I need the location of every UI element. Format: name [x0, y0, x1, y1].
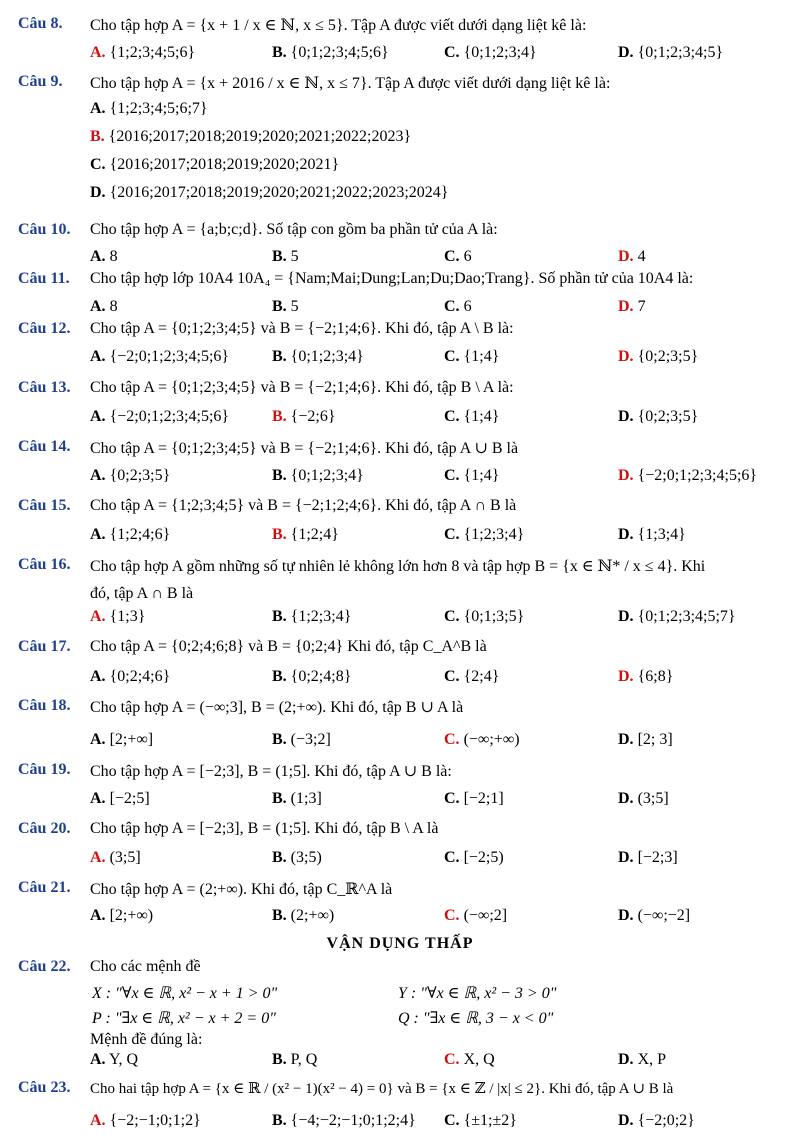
option-a[interactable]	[90, 907, 153, 925]
proposition-p: P : "∃x ∈ ℝ, x² − x + 2 = 0"	[92, 1010, 276, 1027]
option-value: {1;2;3;4}	[463, 526, 525, 543]
question-text: Cho tập A = {0;1;2;3;4;5} và B = {−2;1;4;6}. Khi đó, tập A ∪ B là	[90, 440, 519, 457]
option-letter: A.	[90, 348, 106, 365]
option-letter: A.	[90, 1051, 106, 1068]
option-value: (1;3]	[290, 790, 322, 807]
question-label: Câu 9.	[18, 73, 63, 90]
option-value: {0;2;3;5}	[637, 408, 699, 425]
option-letter: A.	[90, 298, 106, 315]
option-b[interactable]	[90, 128, 411, 146]
option-letter: B.	[272, 1112, 287, 1129]
option-letter: C.	[444, 1112, 460, 1129]
question-text: Cho các mệnh đề	[90, 958, 201, 975]
question-label: Câu 22.	[18, 958, 71, 975]
option-letter: D.	[618, 408, 634, 425]
question-text: Cho tập A = {1;2;3;4;5} và B = {−2;1;2;4;6}. Khi đó, tập A ∩ B là	[90, 497, 517, 514]
question-label: Câu 16.	[18, 556, 71, 573]
question-text: Cho hai tập hợp A = {x ∈ ℝ / (x² − 1)(x² − 4) = 0} và B = {x ∈ ℤ / |x| ≤ 2}. Khi đó, tập A ∪ B là	[90, 1081, 674, 1097]
option-value: 5	[290, 298, 299, 315]
question-label: Câu 13.	[18, 379, 71, 396]
option-a[interactable]	[90, 100, 208, 118]
option-letter: A.	[90, 467, 106, 484]
option-d[interactable]	[618, 408, 698, 426]
option-d[interactable]	[618, 1051, 666, 1069]
option-letter: B.	[272, 608, 287, 625]
options-row	[90, 348, 790, 368]
option-value: 8	[109, 298, 118, 315]
option-letter: D.	[618, 248, 634, 265]
option-value: (3;5]	[637, 790, 669, 807]
option-value: {0;1;2;3;4;5;7}	[637, 608, 736, 625]
option-letter: D.	[618, 668, 634, 685]
option-letter: B.	[272, 44, 287, 61]
option-value: (2;+∞)	[290, 907, 335, 924]
option-letter: D.	[618, 526, 634, 543]
option-d[interactable]	[618, 44, 723, 62]
option-c[interactable]	[444, 467, 499, 485]
option-letter: C.	[444, 668, 460, 685]
option-value: {±1;±2}	[463, 1112, 517, 1129]
question-label: Câu 8.	[18, 15, 63, 32]
option-letter: B.	[272, 731, 287, 748]
option-letter: D.	[618, 467, 634, 484]
option-letter: A.	[90, 731, 106, 748]
question-text: Cho tập hợp A = {x + 1 / x ∈ ℕ, x ≤ 5}. Tập A được viết dưới dạng liệt kê là:	[90, 17, 587, 34]
option-b[interactable]	[272, 849, 322, 867]
option-c[interactable]	[90, 156, 339, 174]
option-value: {−2;0;1;2;3;4;5;6}	[109, 348, 230, 365]
option-c[interactable]	[444, 668, 499, 686]
question-text: Cho tập hợp A = (2;+∞). Khi đó, tập C_ℝ^A là	[90, 881, 393, 898]
question-text: Cho tập A = {0;1;2;3;4;5} và B = {−2;1;4;6}. Khi đó, tập A \ B là:	[90, 320, 514, 337]
option-c[interactable]	[444, 526, 524, 544]
option-letter: B.	[272, 526, 287, 543]
option-b[interactable]	[272, 248, 299, 266]
option-d[interactable]	[618, 526, 686, 544]
option-a[interactable]	[90, 668, 170, 686]
option-value: 7	[637, 298, 646, 315]
option-value: {0;1;2;3;4;5;6}	[290, 44, 389, 61]
option-a[interactable]	[90, 298, 118, 316]
option-a[interactable]	[90, 849, 141, 867]
option-letter: B.	[272, 668, 287, 685]
question-label: Câu 18.	[18, 697, 71, 714]
option-b[interactable]	[272, 467, 364, 485]
option-letter: D.	[618, 608, 634, 625]
option-letter: C.	[444, 526, 460, 543]
option-b[interactable]	[272, 298, 299, 316]
option-value: [−2;3]	[637, 849, 678, 866]
option-value: {0;2;4;6}	[109, 668, 171, 685]
option-value: 6	[463, 298, 472, 315]
option-b[interactable]	[272, 1112, 416, 1130]
option-letter: C.	[444, 44, 460, 61]
option-value: (3;5)	[290, 849, 322, 866]
option-d[interactable]	[618, 248, 646, 266]
option-c[interactable]	[444, 608, 524, 626]
proposition-y: Y : "∀x ∈ ℝ, x² − 3 > 0"	[398, 985, 557, 1002]
option-a[interactable]	[90, 1112, 201, 1130]
option-letter: B.	[272, 907, 287, 924]
option-letter: D.	[618, 44, 634, 61]
option-value: [2;+∞)	[109, 907, 154, 924]
option-b[interactable]	[272, 526, 339, 544]
option-a[interactable]	[90, 1051, 138, 1069]
option-letter: D.	[618, 731, 634, 748]
option-letter: A.	[90, 907, 106, 924]
option-value: {2016;2017;2018;2019;2020;2021;2022;2023}	[108, 128, 412, 145]
option-c[interactable]	[444, 1112, 517, 1130]
option-letter: B.	[272, 298, 287, 315]
options-row	[90, 731, 790, 751]
option-letter: D.	[618, 907, 634, 924]
section-title: VẬN DỤNG THẤP	[326, 935, 474, 952]
option-letter: B.	[90, 128, 105, 145]
option-letter: C.	[444, 408, 460, 425]
option-letter: B.	[272, 790, 287, 807]
option-value: 6	[463, 248, 472, 265]
option-b[interactable]	[272, 608, 351, 626]
options-row	[90, 248, 790, 268]
option-c[interactable]	[444, 907, 507, 925]
option-b[interactable]	[272, 668, 351, 686]
question-label: Câu 12.	[18, 320, 71, 337]
option-b[interactable]	[272, 44, 389, 62]
option-value: {−2;0;2}	[637, 1112, 695, 1129]
option-a[interactable]	[90, 526, 170, 544]
option-letter: C.	[444, 348, 460, 365]
options-row	[90, 298, 790, 318]
question-label: Câu 19.	[18, 761, 71, 778]
question-prompt: Mệnh đề đúng là:	[90, 1031, 203, 1048]
options-row	[90, 849, 790, 869]
option-value: {0;2;4;8}	[290, 668, 352, 685]
option-letter: C.	[444, 608, 460, 625]
option-value: {0;1;2;3;4}	[463, 44, 537, 61]
option-value: {−2;−1;0;1;2}	[109, 1112, 201, 1129]
option-value: (−∞;2]	[463, 907, 508, 924]
option-letter: B.	[272, 348, 287, 365]
option-value: {1;2;3;4;5;6}	[109, 44, 196, 61]
option-letter: A.	[90, 790, 106, 807]
option-letter: C.	[444, 790, 460, 807]
option-value: [−2;5)	[463, 849, 504, 866]
option-letter: D.	[90, 184, 106, 201]
option-letter: A.	[90, 1112, 106, 1129]
option-d[interactable]	[618, 348, 698, 366]
option-c[interactable]	[444, 348, 499, 366]
option-value: {1;2;3;4}	[290, 608, 352, 625]
option-letter: C.	[444, 248, 460, 265]
option-value: {1;2;3;4;5;6;7}	[109, 100, 208, 117]
option-value: [−2;5]	[109, 790, 150, 807]
option-value: {2;4}	[463, 668, 500, 685]
option-value: (−3;2]	[290, 731, 331, 748]
option-letter: D.	[618, 849, 634, 866]
options-row	[90, 1051, 790, 1071]
option-d[interactable]	[618, 1112, 695, 1130]
option-value: {6;8}	[637, 668, 674, 685]
question-label: Câu 11.	[18, 270, 70, 287]
option-d[interactable]	[618, 608, 736, 626]
option-value: {2016;2017;2018;2019;2020;2021;2022;2023;2024}	[109, 184, 449, 201]
option-letter: B.	[272, 467, 287, 484]
option-letter: A.	[90, 408, 106, 425]
question-label: Câu 15.	[18, 497, 71, 514]
question-text-continued: đó, tập A ∩ B là	[90, 585, 194, 602]
option-d[interactable]	[618, 849, 678, 867]
option-letter: C.	[90, 156, 106, 173]
option-value: {0;1;2;3;4}	[290, 467, 364, 484]
option-letter: A.	[90, 526, 106, 543]
option-letter: C.	[444, 849, 460, 866]
option-letter: A.	[90, 668, 106, 685]
option-value: {−2;0;1;2;3;4;5;6}	[109, 408, 230, 425]
question-text: Cho tập hợp lớp 10A4 10A₄ = {Nam;Mai;Dung;Lan;Du;Dao;Trang}. Số phần tử của 10A4 là:	[90, 270, 694, 287]
option-a[interactable]	[90, 348, 229, 366]
option-value: [2;+∞]	[109, 731, 154, 748]
option-d[interactable]	[618, 790, 669, 808]
option-a[interactable]	[90, 608, 145, 626]
options-row	[90, 907, 790, 927]
option-value: {1;2;4}	[290, 526, 339, 543]
options-row	[90, 608, 790, 628]
option-value: X, Q	[463, 1051, 495, 1068]
question-label: Câu 14.	[18, 438, 71, 455]
option-b[interactable]	[272, 907, 334, 925]
option-value: {1;2;4;6}	[109, 526, 171, 543]
option-d[interactable]	[618, 467, 757, 485]
option-letter: A.	[90, 100, 106, 117]
option-value: X, P	[637, 1051, 667, 1068]
option-c[interactable]	[444, 790, 504, 808]
option-a[interactable]	[90, 467, 170, 485]
option-letter: D.	[618, 298, 634, 315]
option-value: (−∞;+∞)	[463, 731, 520, 748]
option-b[interactable]	[272, 790, 322, 808]
option-value: (−∞;−2]	[637, 907, 691, 924]
option-value: [−2;1]	[463, 790, 504, 807]
option-b[interactable]	[272, 408, 336, 426]
option-value: (3;5]	[109, 849, 141, 866]
option-letter: B.	[272, 1051, 287, 1068]
option-letter: D.	[618, 1051, 634, 1068]
option-letter: D.	[618, 348, 634, 365]
question-label: Câu 21.	[18, 879, 71, 896]
option-c[interactable]	[444, 44, 537, 62]
option-value: {1;3}	[109, 608, 146, 625]
option-letter: A.	[90, 608, 106, 625]
option-value: {0;2;3;5}	[109, 467, 171, 484]
option-value: {1;4}	[463, 348, 500, 365]
question-text: Cho tập hợp A gồm những số tự nhiên lẻ không lớn hơn 8 và tập hợp B = {x ∈ ℕ* / x ≤ 4}. Khi	[90, 558, 706, 575]
option-value: [2; 3]	[637, 731, 673, 748]
option-value: Y, Q	[108, 1051, 139, 1068]
option-b[interactable]	[272, 1051, 317, 1069]
option-letter: A.	[90, 44, 106, 61]
options-row	[90, 467, 790, 487]
question-label: Câu 20.	[18, 820, 71, 837]
option-d[interactable]	[90, 184, 448, 202]
options-row	[90, 526, 790, 546]
option-letter: A.	[90, 849, 106, 866]
option-b[interactable]	[272, 731, 331, 749]
option-letter: A.	[90, 248, 106, 265]
option-c[interactable]	[444, 1051, 495, 1069]
question-text: Cho tập hợp A = (−∞;3], B = (2;+∞). Khi đó, tập B ∪ A là	[90, 699, 464, 716]
question-text: Cho tập hợp A = [−2;3], B = (1;5]. Khi đó, tập B \ A là	[90, 820, 439, 837]
option-c[interactable]	[444, 248, 472, 266]
option-letter: C.	[444, 467, 460, 484]
option-c[interactable]	[444, 408, 499, 426]
option-value: 4	[637, 248, 646, 265]
option-d[interactable]	[618, 298, 646, 316]
option-a[interactable]	[90, 731, 153, 749]
question-label: Câu 23.	[18, 1079, 71, 1096]
options-row	[90, 1112, 790, 1132]
option-letter: D.	[618, 790, 634, 807]
option-value: {−2;0;1;2;3;4;5;6}	[637, 467, 758, 484]
proposition-x: X : "∀x ∈ ℝ, x² − x + 1 > 0"	[92, 985, 278, 1002]
proposition-q: Q : "∃x ∈ ℝ, 3 − x < 0"	[398, 1010, 554, 1027]
option-value: {0;1;2;3;4;5}	[637, 44, 724, 61]
option-value: {2016;2017;2018;2019;2020;2021}	[109, 156, 340, 173]
option-a[interactable]	[90, 408, 229, 426]
option-a[interactable]	[90, 44, 195, 62]
option-letter: C.	[444, 907, 460, 924]
option-d[interactable]	[618, 731, 673, 749]
options-row	[90, 790, 790, 810]
question-label: Câu 17.	[18, 638, 71, 655]
options-row	[90, 668, 790, 688]
option-letter: B.	[272, 248, 287, 265]
option-letter: B.	[272, 849, 287, 866]
option-value: {0;1;2;3;4}	[290, 348, 364, 365]
options-row	[90, 44, 790, 64]
question-text: Cho tập hợp A = [−2;3], B = (1;5]. Khi đó, tập A ∪ B là:	[90, 763, 452, 780]
option-letter: B.	[272, 408, 287, 425]
option-value: 8	[109, 248, 118, 265]
question-text: Cho tập hợp A = {x + 2016 / x ∈ ℕ, x ≤ 7}. Tập A được viết dưới dạng liệt kê là:	[90, 75, 611, 92]
option-letter: C.	[444, 1051, 460, 1068]
option-value: {1;3;4}	[637, 526, 686, 543]
option-value: 5	[290, 248, 299, 265]
option-value: {0;1;3;5}	[463, 608, 525, 625]
option-value: {0;2;3;5}	[637, 348, 699, 365]
option-value: {−4;−2;−1;0;1;2;4}	[290, 1112, 416, 1129]
question-text: Cho tập hợp A = {a;b;c;d}. Số tập con gồm ba phần tử của A là:	[90, 221, 498, 238]
question-text: Cho tập A = {0;2;4;6;8} và B = {0;2;4} Khi đó, tập C_A^B là	[90, 638, 487, 655]
option-value: {−2;6}	[290, 408, 336, 425]
option-d[interactable]	[618, 907, 690, 925]
options-row	[90, 408, 790, 428]
option-a[interactable]	[90, 790, 150, 808]
option-c[interactable]	[444, 731, 520, 749]
option-value: {1;4}	[463, 408, 500, 425]
option-c[interactable]	[444, 298, 472, 316]
question-label: Câu 10.	[18, 221, 71, 238]
option-value: {1;4}	[463, 467, 500, 484]
option-value: P, Q	[290, 1051, 318, 1068]
option-letter: C.	[444, 731, 460, 748]
option-letter: C.	[444, 298, 460, 315]
option-a[interactable]	[90, 248, 118, 266]
question-text: Cho tập A = {0;1;2;3;4;5} và B = {−2;1;4;6}. Khi đó, tập B \ A là:	[90, 379, 514, 396]
option-letter: D.	[618, 1112, 634, 1129]
option-d[interactable]	[618, 668, 673, 686]
option-b[interactable]	[272, 348, 364, 366]
option-c[interactable]	[444, 849, 504, 867]
